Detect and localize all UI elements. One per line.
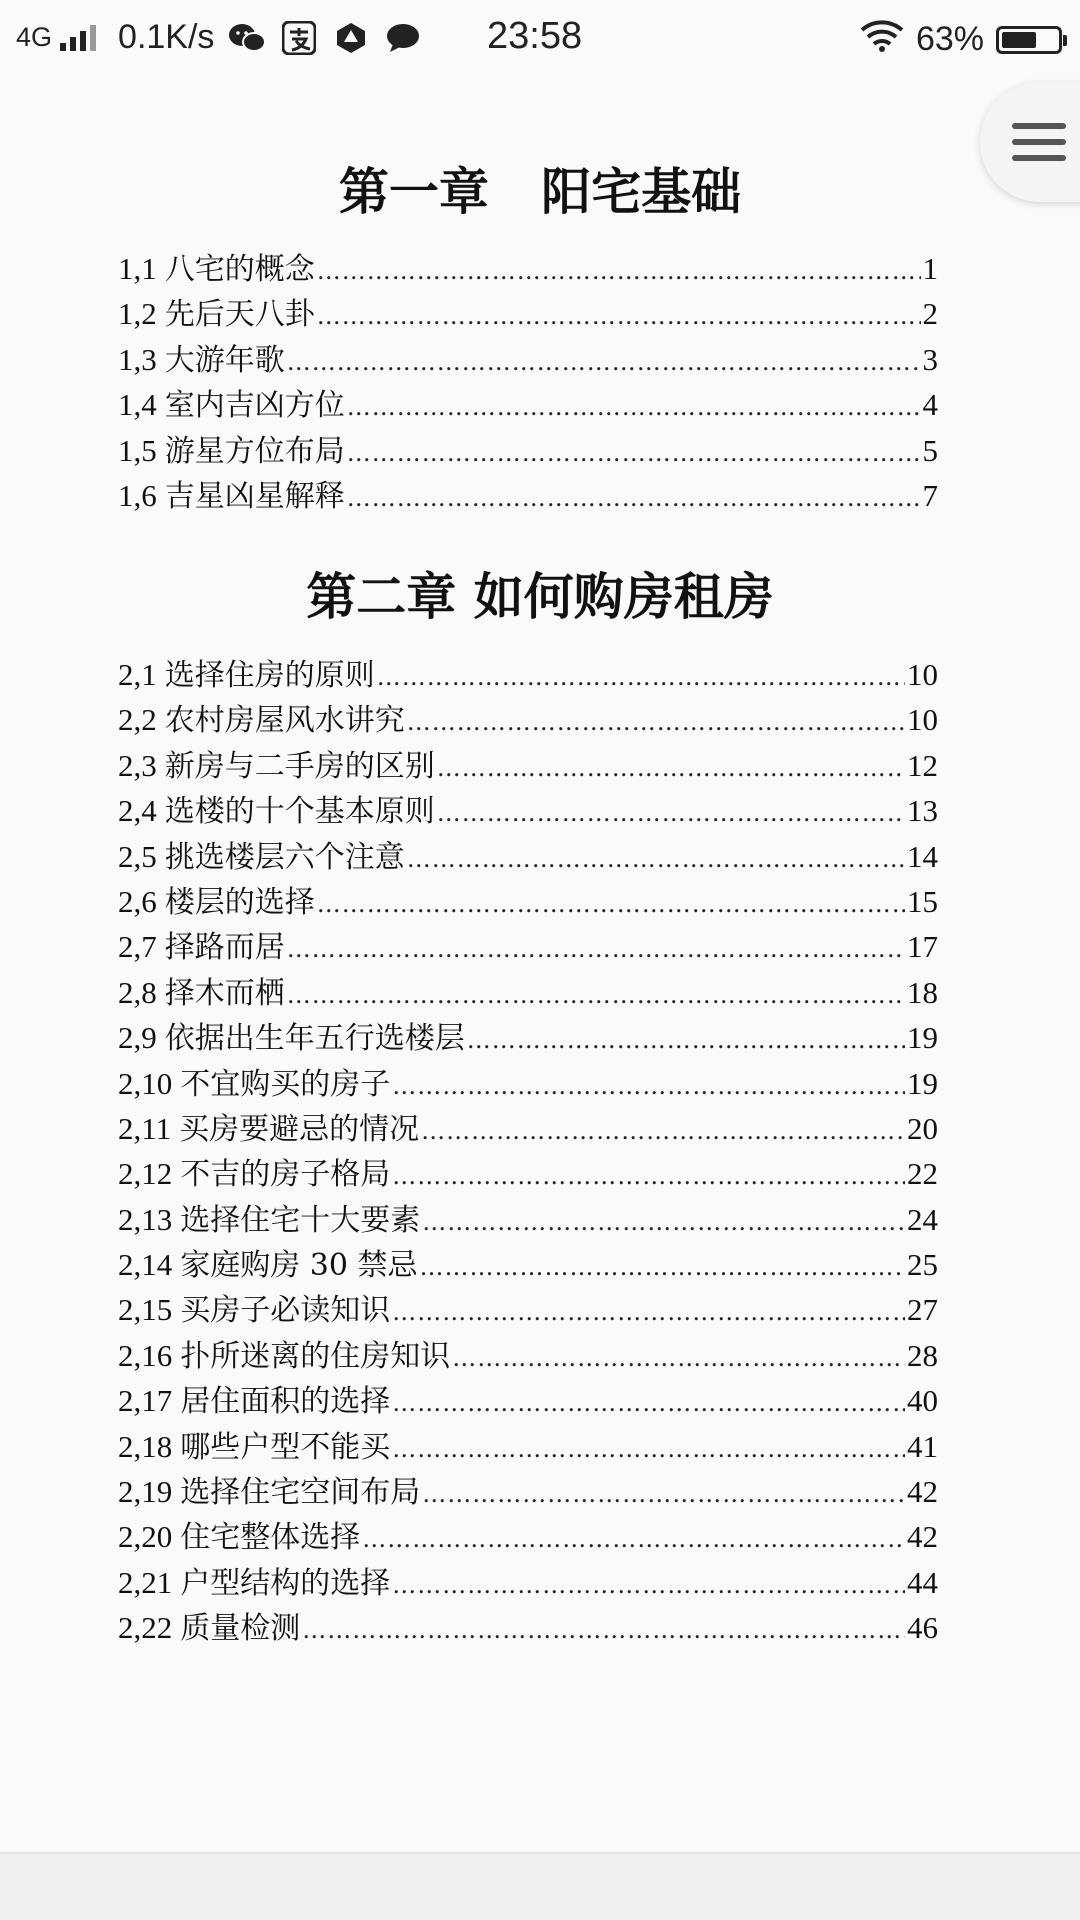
alipay-icon — [280, 21, 318, 55]
toc-leader-dots — [287, 981, 905, 1009]
toc-entry-page: 40 — [907, 1383, 938, 1419]
toc-entry-number: 2,13 — [118, 1201, 173, 1237]
toc-entry[interactable] — [118, 1422, 938, 1467]
toc-entry-title: 户型结构的选择 — [180, 1565, 391, 1601]
toc-entry-title: 室内吉凶方位 — [164, 388, 345, 424]
toc-entry-number: 2,9 — [118, 1020, 157, 1056]
toc-leader-dots — [362, 1525, 905, 1553]
toc-entry-title: 择路而居 — [164, 930, 285, 966]
toc-entry[interactable] — [118, 968, 938, 1013]
toc-leader-dots — [392, 1389, 905, 1417]
toc-entry[interactable] — [118, 471, 938, 516]
toc-entry[interactable] — [118, 1603, 938, 1648]
vpn-icon — [332, 21, 370, 55]
toc-entry-title: 选择住宅十大要素 — [180, 1202, 421, 1238]
toc-entry-page: 24 — [907, 1201, 938, 1237]
toc-entry-page: 20 — [907, 1110, 938, 1146]
clock: 23:58 — [487, 15, 583, 57]
toc-entry[interactable] — [118, 1558, 938, 1603]
toc-leader-dots — [420, 1253, 906, 1281]
toc-leader-dots — [407, 708, 905, 736]
toc-leader-dots — [421, 1117, 905, 1145]
network-type: 4G — [16, 22, 53, 52]
toc-entry-page: 27 — [907, 1292, 938, 1328]
toc-entry-title: 选择住房的原则 — [164, 658, 375, 693]
toc-leader-dots — [347, 393, 921, 421]
toc-entry-page: 15 — [907, 883, 938, 919]
toc-entry-title: 农村房屋风水讲究 — [164, 703, 405, 739]
toc-entry-page: 19 — [907, 1020, 938, 1056]
toc-list-chapter-1 — [118, 244, 938, 516]
toc-entry-title: 楼层的选择 — [164, 884, 315, 920]
toc-entry[interactable] — [118, 650, 938, 695]
toc-leader-dots — [422, 1480, 905, 1508]
toc-entry[interactable] — [118, 695, 938, 740]
toc-entry-title: 不宜购买的房子 — [180, 1066, 391, 1102]
toc-entry-page: 41 — [907, 1428, 938, 1464]
toc-entry[interactable] — [118, 1059, 938, 1104]
network-speed: 0.1K/s — [118, 18, 215, 56]
toc-entry-title: 大游年歌 — [164, 342, 285, 378]
toc-entry-number: 2,14 — [118, 1247, 173, 1283]
toc-leader-dots — [452, 1344, 905, 1372]
toc-leader-dots — [302, 1616, 905, 1644]
toc-entry-page: 5 — [922, 432, 938, 468]
toc-entry-title: 八宅的概念 — [164, 252, 315, 287]
toc-entry-number: 2,17 — [118, 1383, 173, 1419]
battery-percent: 63% — [915, 20, 984, 58]
toc-leader-dots — [317, 257, 921, 285]
toc-entry[interactable] — [118, 380, 938, 425]
menu-bar — [1012, 123, 1066, 129]
toc-entry-number: 2,2 — [118, 702, 157, 738]
toc-leader-dots — [347, 439, 921, 467]
toc-entry-title: 不吉的房子格局 — [180, 1157, 391, 1193]
toc-entry-page: 3 — [922, 341, 938, 377]
toc-entry[interactable] — [118, 1013, 938, 1058]
wifi-icon — [860, 18, 904, 61]
toc-leader-dots — [437, 754, 905, 782]
toc-entry-page: 10 — [907, 702, 938, 738]
toc-entry-page: 25 — [907, 1247, 938, 1283]
toc-entry[interactable] — [118, 922, 938, 967]
toc-entry-title: 新房与二手房的区别 — [164, 748, 435, 784]
toc-entry-page: 42 — [907, 1519, 938, 1555]
toc-entry[interactable] — [118, 1104, 938, 1149]
toc-entry-page: 12 — [907, 747, 938, 783]
toc-leader-dots — [392, 1571, 905, 1599]
toc-entry-title: 家庭购房 30 禁忌 — [180, 1248, 418, 1284]
toc-entry-title: 扑所迷离的住房知识 — [180, 1338, 451, 1374]
wechat-icon — [228, 21, 266, 55]
battery-level — [1002, 32, 1036, 48]
toc-entry-title: 哪些户型不能买 — [180, 1429, 391, 1465]
toc-entry-title: 买房子必读知识 — [180, 1293, 391, 1329]
toc-entry-page: 44 — [907, 1564, 938, 1600]
toc-entry-number: 2,22 — [118, 1610, 173, 1646]
toc-entry-number: 2,3 — [118, 747, 157, 783]
toc-leader-dots — [377, 663, 905, 691]
toc-entry-number: 2,12 — [118, 1156, 173, 1192]
menu-bar — [1012, 139, 1066, 145]
toc-entry-page: 10 — [907, 657, 938, 692]
toc-list-chapter-2 — [118, 650, 938, 1649]
toc-entry[interactable] — [118, 244, 938, 289]
toc-entry-number: 2,1 — [118, 657, 157, 692]
toc-entry-page: 2 — [922, 296, 938, 332]
toc-entry-number: 1,2 — [118, 296, 157, 332]
toc-entry-number: 2,16 — [118, 1337, 173, 1373]
toc-entry[interactable] — [118, 1240, 938, 1285]
toc-entry-page: 4 — [922, 387, 938, 423]
toc-entry-page: 13 — [907, 793, 938, 829]
toc-entry-number: 1,1 — [118, 251, 157, 286]
chapter-title: 第二章 如何购房租房 — [306, 568, 774, 626]
toc-entry-number: 2,5 — [118, 838, 157, 874]
bottom-toolbar — [0, 1852, 1080, 1920]
toc-entry[interactable] — [118, 741, 938, 786]
signal-icon — [60, 25, 96, 51]
toc-leader-dots — [437, 799, 905, 827]
toc-leader-dots — [422, 1208, 905, 1236]
toc-entry-page: 18 — [907, 974, 938, 1010]
toc-leader-dots — [287, 348, 921, 376]
toc-entry-title: 买房要避忌的情况 — [179, 1111, 420, 1147]
toc-entry-number: 2,6 — [118, 883, 157, 919]
toc-leader-dots — [317, 890, 905, 918]
toc-leader-dots — [347, 484, 921, 512]
toc-leader-dots — [317, 302, 921, 330]
toc-entry[interactable] — [118, 1512, 938, 1557]
toc-entry[interactable] — [118, 877, 938, 922]
toc-entry-page: 19 — [907, 1065, 938, 1101]
toc-entry-number: 2,20 — [118, 1519, 173, 1555]
toc-entry-number: 2,21 — [118, 1564, 173, 1600]
toc-entry-number: 1,3 — [118, 341, 157, 377]
toc-entry[interactable] — [118, 1195, 938, 1240]
toc-leader-dots — [392, 1298, 905, 1326]
toc-entry-number: 2,18 — [118, 1428, 173, 1464]
toc-entry-number: 2,19 — [118, 1474, 173, 1510]
toc-entry-page: 28 — [907, 1337, 938, 1373]
chapter-title: 第一章 阳宅基础 — [338, 163, 742, 221]
toc-entry-page: 42 — [907, 1474, 938, 1510]
toc-entry[interactable] — [118, 335, 938, 380]
toc-entry-title: 住宅整体选择 — [180, 1520, 361, 1556]
toc-leader-dots — [392, 1435, 905, 1463]
toc-entry-number: 1,6 — [118, 477, 157, 513]
toc-entry-page: 1 — [922, 251, 938, 286]
toc-leader-dots — [392, 1072, 905, 1100]
status-bar-left — [16, 18, 422, 57]
toc-entry-number: 1,5 — [118, 432, 157, 468]
toc-entry-title: 择木而栖 — [164, 975, 285, 1011]
toc-entry-number: 2,7 — [118, 929, 157, 965]
toc-entry[interactable] — [118, 786, 938, 831]
toc-entry[interactable] — [118, 1467, 938, 1512]
toc-entry[interactable] — [118, 1285, 938, 1330]
toc-entry-page: 22 — [907, 1156, 938, 1192]
toc-entry-number: 2,11 — [118, 1110, 172, 1146]
toc-entry-number: 2,10 — [118, 1065, 173, 1101]
toc-entry-page: 17 — [907, 929, 938, 965]
toc-entry[interactable] — [118, 1149, 938, 1194]
toc-entry-title: 居住面积的选择 — [180, 1384, 391, 1420]
toc-entry-page: 14 — [907, 838, 938, 874]
message-icon — [384, 21, 422, 55]
toc-entry[interactable] — [118, 1376, 938, 1421]
toc-entry-page: 46 — [907, 1610, 938, 1646]
toc-entry-title: 质量检测 — [180, 1611, 301, 1647]
toc-entry[interactable] — [118, 426, 938, 471]
toc-leader-dots — [467, 1026, 905, 1054]
toc-entry-number: 2,15 — [118, 1292, 173, 1328]
toc-leader-dots — [392, 1162, 905, 1190]
toc-entry-title: 游星方位布局 — [164, 433, 345, 469]
toc-entry-title: 选楼的十个基本原则 — [164, 794, 435, 830]
toc-entry-page: 7 — [922, 477, 938, 513]
toc-entry[interactable] — [118, 1331, 938, 1376]
status-bar — [0, 0, 1080, 78]
toc-entry-title: 吉星凶星解释 — [164, 478, 345, 514]
toc-entry-number: 2,8 — [118, 974, 157, 1010]
toc-entry-number: 1,4 — [118, 387, 157, 423]
toc-leader-dots — [287, 935, 905, 963]
toc-entry[interactable] — [118, 289, 938, 334]
toc-leader-dots — [407, 845, 905, 873]
toc-entry-title: 先后天八卦 — [164, 297, 315, 333]
status-bar-right — [860, 18, 1062, 61]
toc-entry-title: 依据出生年五行选楼层 — [164, 1021, 465, 1057]
toc-entry-number: 2,4 — [118, 793, 157, 829]
battery-icon — [996, 26, 1062, 54]
toc-entry-title: 选择住宅空间布局 — [180, 1475, 421, 1511]
toc-entry[interactable] — [118, 832, 938, 877]
toc-entry-title: 挑选楼层六个注意 — [164, 839, 405, 875]
